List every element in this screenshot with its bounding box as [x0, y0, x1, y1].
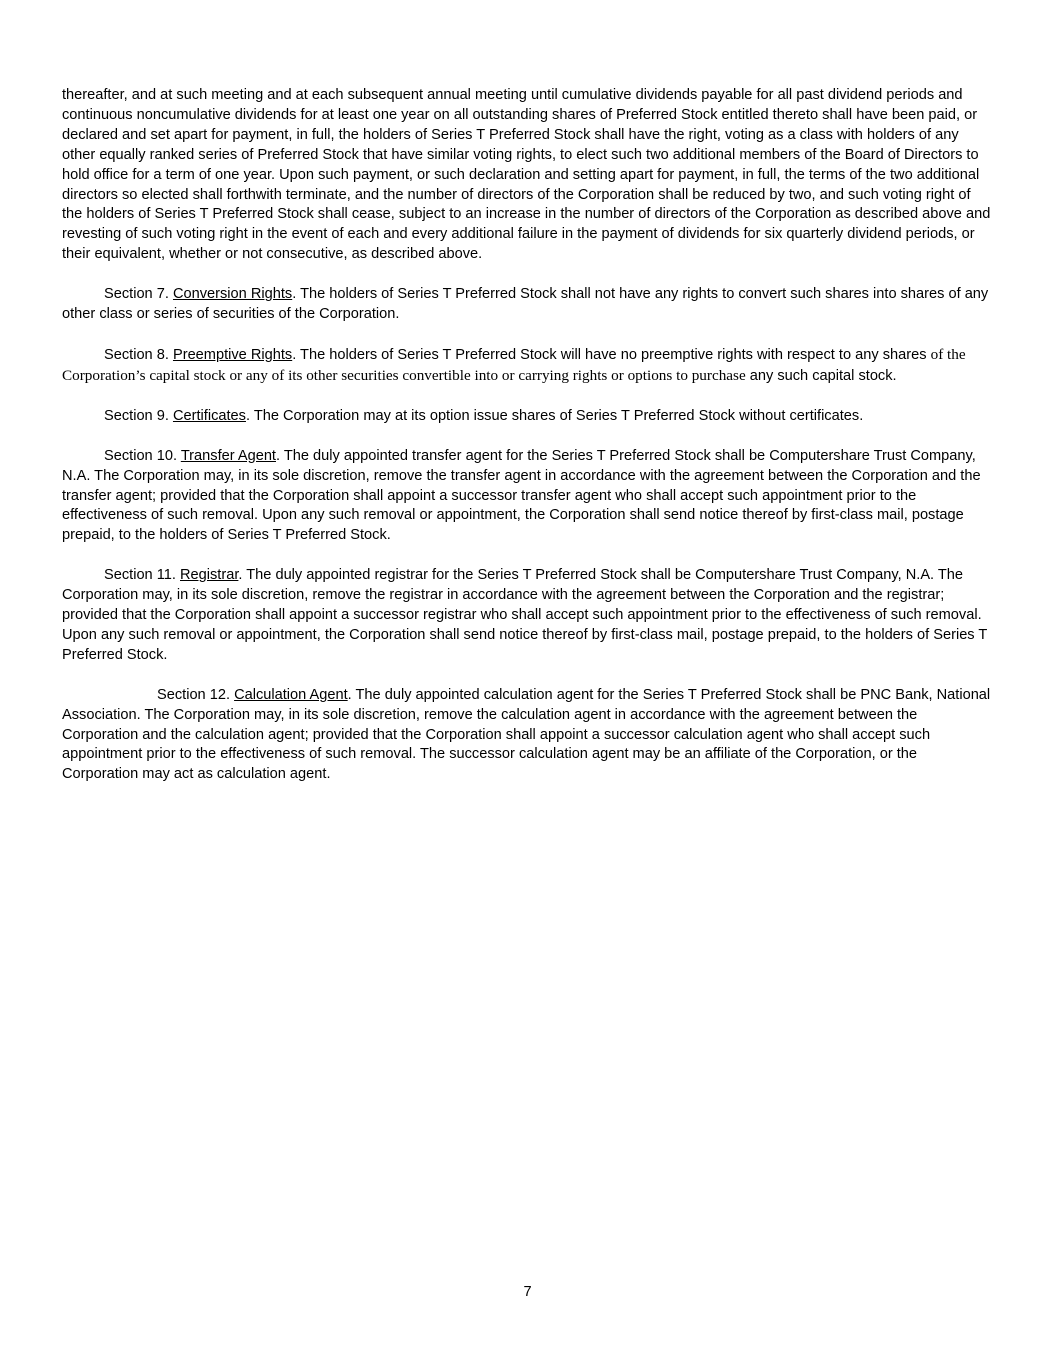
- section-7-paragraph: [62, 285, 994, 325]
- section-heading: Registrar: [180, 567, 239, 584]
- document-page: [62, 86, 994, 805]
- section-body: . The holders of Series T Preferred Stock shall not have any rights to convert such shares into shares of any other class or series of securities of the Corporation.: [62, 286, 989, 323]
- section-label: Section 8.: [104, 346, 173, 363]
- section-body: . The Corporation may at its option issue shares of Series T Preferred Stock without certificates.: [245, 407, 864, 424]
- section-9-paragraph: [62, 407, 994, 427]
- section-8-paragraph: [62, 345, 994, 387]
- section-body: . The duly appointed registrar for the Series T Preferred Stock shall be Computershare Trust Company, N.A. The Corporation may, in its sole discretion, remove the registrar in accordance with the agreement between the Corporation and the registrar; provided that the Corporation shall appoint a successor registrar who shall accept such appointment prior to the effectiveness of such removal. Upon any such removal or appointment, the Corporation shall send notice thereof by first-class mail, postage prepaid, to the holders of Series T Preferred Stock.: [62, 567, 988, 663]
- section-label: Section 9.: [104, 407, 173, 424]
- section-heading: Preemptive Rights: [172, 346, 293, 363]
- section-body: . The duly appointed calculation agent for the Series T Preferred Stock shall be PNC Bank, National Association. The Corporation may, in its sole discretion, remove the calculation agent in accordance with the agreement between the Corporation and the calculation agent; provided that the Corporation shall appoint a successor calculation agent who shall accept such appointment prior to the effectiveness of such removal. The successor calculation agent may be an affiliate of the Corporation, or the Corporation may act as calculation agent.: [62, 686, 991, 783]
- section-label: Section 11.: [104, 567, 180, 584]
- section-label: Section 7.: [104, 286, 173, 303]
- section-label: Section 12.: [157, 686, 235, 703]
- section-label: Section 10.: [104, 447, 181, 464]
- section-11-paragraph: [62, 566, 994, 666]
- paragraph-voting-rights-continued: [62, 86, 994, 265]
- page-number: 7: [523, 1284, 532, 1300]
- section-body-serif: of the Corporation’s capital stock or any of its other securities convertible into or carrying rights or options to purchase: [62, 345, 966, 384]
- section-heading: Certificates: [172, 407, 246, 424]
- section-body: . The holders of Series T Preferred Stock will have no preemptive rights with respect to any shares: [292, 346, 931, 363]
- section-heading: Transfer Agent: [180, 447, 276, 464]
- section-12-paragraph: [62, 686, 994, 786]
- section-heading: Calculation Agent: [234, 686, 348, 703]
- paragraph-body: thereafter, and at such meeting and at each subsequent annual meeting until cumulative dividends payable for all past dividend periods and continuous noncumulative dividends for at least one year on all outstanding shares of Preferred Stock entitled thereto shall have been paid, or declared and set apart for payment, in full, the holders of Series T Preferred Stock shall have the right, voting as a class with holders of any other equally ranked series of Preferred Stock that have similar voting rights, to elect such two additional members of the Board of Directors to hold office for a term of one year. Upon such payment, or such declaration and setting apart for payment, in full, the terms of the two additional directors so elected shall forthwith terminate, and the number of directors of the Corporation shall be reduced by two, and such voting right of the holders of Series T Preferred Stock shall cease, subject to an increase in the number of directors of the Corporation as described above and revesting of such voting right in the event of each and every additional failure in the payment of dividends for six quarterly dividend periods, or their equivalent, whether or not consecutive, as described above.: [62, 87, 991, 263]
- section-body: . The duly appointed transfer agent for the Series T Preferred Stock shall be Computershare Trust Company, N.A. The Corporation may, in its sole discretion, remove the transfer agent in accordance with the agreement between the Corporation and the transfer agent; provided that the Corporation shall appoint a successor transfer agent who shall accept such appointment prior to the effectiveness of such removal. Upon any such removal or appointment, the Corporation shall send notice thereof by first-class mail, postage prepaid, to the holders of Series T Preferred Stock.: [62, 447, 981, 544]
- section-10-paragraph: [62, 447, 994, 547]
- section-heading: Conversion Rights: [172, 286, 293, 303]
- section-body-end: any such capital stock.: [745, 367, 897, 384]
